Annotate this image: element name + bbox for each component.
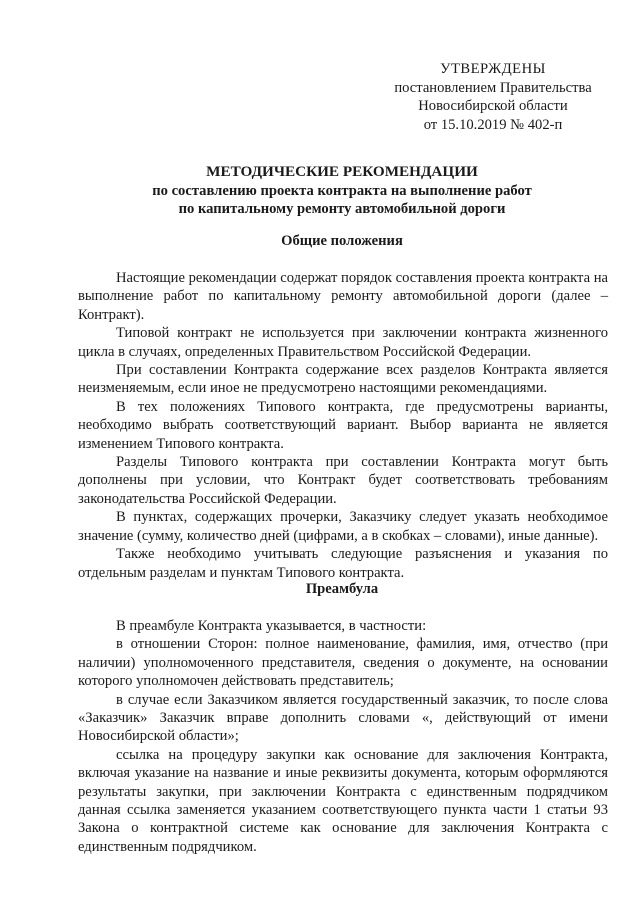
approval-line: от 15.10.2019 № 402-п: [423, 116, 563, 133]
general-section-body: [78, 269, 608, 582]
paragraph: Настоящие рекомендации содержат порядок составления проекта контракта на выполнение работ по капитальному ремонту автомобильной дороги (далее – Контракт).: [78, 270, 608, 323]
section-heading-preamble: Преамбула: [305, 581, 379, 597]
title-line: по капитальному ремонту автомобильной дороги: [178, 201, 506, 217]
paragraph: Разделы Типового контракта при составлении Контракта могут быть дополнены при условии, что Контракт будет соответствовать требованиям законодательства Российской Федерации.: [78, 454, 608, 507]
section-heading-general: Общие положения: [281, 233, 403, 249]
paragraph: Типовой контракт не используется при заключении контракта жизненного цикла в случаях, определенных Правительством Российской Федерации.: [78, 325, 608, 360]
approval-line: Новосибирской области: [418, 98, 568, 114]
paragraph: ссылка на процедуру закупки как основание для заключения Контракта, включая указание на название и иные реквизиты документа, которым оформляются результаты закупки, при заключении Контракта с единственным подрядчиком данная ссылка заменяется указанием соответствующего пункта части 1 статьи 93 Закона о контрактной системе как основание для заключения Контракта с единственным подрядчиком.: [78, 746, 608, 855]
approval-stamp: [386, 60, 600, 134]
paragraph: в отношении Сторон: полное наименование, фамилия, имя, отчество (при наличии) уполномоченного представителя, сведения о документе, на основании которого уполномочен действовать представитель;: [78, 636, 608, 690]
paragraph: В пунктах, содержащих прочерки, Заказчику следует указать необходимое значение (сумму, количество дней (цифрами, а в скобках – словами), иные данные).: [78, 509, 608, 544]
paragraph: В преамбуле Контракта указывается, в частности:: [116, 618, 427, 634]
paragraph: При составлении Контракта содержание всех разделов Контракта является неизменяемым, если иное не предусмотрено настоящими рекомендациями.: [78, 362, 608, 397]
title-line: МЕТОДИЧЕСКИЕ РЕКОМЕНДАЦИИ: [206, 163, 478, 180]
preamble-section-body: [78, 617, 608, 856]
title-line: по составлению проекта контракта на выполнение работ: [152, 182, 532, 199]
approval-line: постановлением Правительства: [394, 79, 592, 96]
paragraph: В тех положениях Типового контракта, где предусмотрены варианты, необходимо выбрать соответствующий вариант. Выбор варианта не является изменением Типового контракта.: [78, 398, 608, 452]
paragraph: в случае если Заказчиком является государственный заказчик, то после слова «Заказчик» Заказчик вправе дополнить словами «, действующий от имени Новосибирской области»;: [78, 691, 608, 745]
paragraph: Также необходимо учитывать следующие разъяснения и указания по отдельным разделам и пунктам Типового контракта.: [78, 546, 608, 581]
approval-heading: УТВЕРЖДЕНЫ: [440, 61, 546, 77]
document-title: [60, 163, 624, 219]
